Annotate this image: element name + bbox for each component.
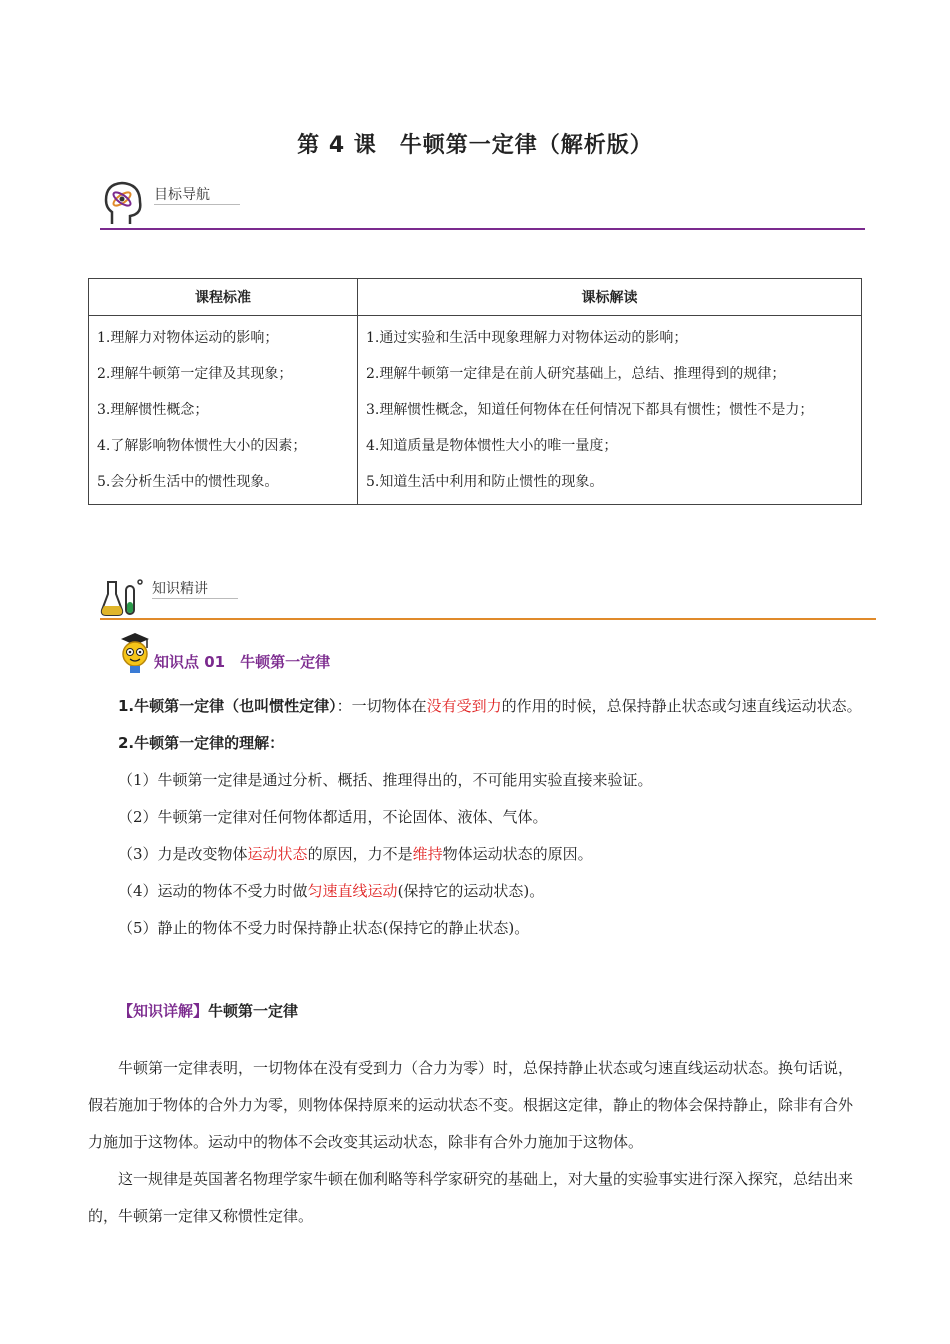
cartoon-scholar-icon <box>118 630 152 674</box>
table-header: 课标解读 <box>358 279 862 316</box>
list-item: 3.理解惯性概念； <box>97 402 209 418</box>
knowledge-point-title: 知识点 01 牛顿第一定律 <box>154 653 331 671</box>
paragraph: 牛顿第一定律表明，一切物体在没有受到力（合力为零）时，总保持静止状态或匀速直线运动状态。换句话说，假若施加于物体的合外力为零，则物体保持原来的运动状态不变。根据这定律，静止的物体会保持静止，除非有合外力施加于这物体。运动中的物体不会改变其运动状态，除非有合外力施加于这物体。 <box>88 1059 854 1151</box>
highlight-text: 维持 <box>412 845 443 863</box>
highlight-text: 没有受到力 <box>426 697 502 715</box>
page-title: 第 4 课 牛顿第一定律（解析版） <box>297 133 653 158</box>
text: 的作用的时候，总保持静止状态或匀速直线运动状态。 <box>501 697 862 715</box>
list-item: 4.知道质量是物体惯性大小的唯一量度； <box>366 438 618 454</box>
list-item: 4.了解影响物体惯性大小的因素； <box>97 438 307 454</box>
bold-text: 1.牛顿第一定律（也叫惯性定律） <box>118 697 337 715</box>
list-item: （2）牛顿第一定律对任何物体都适用，不论固体、液体、气体。 <box>118 808 548 826</box>
list-item: 3.理解惯性概念，知道任何物体在任何情况下都具有惯性；惯性不是力； <box>366 402 814 418</box>
list-item <box>88 836 862 873</box>
section-header-goals <box>100 178 240 228</box>
detail-title <box>118 1000 298 1021</box>
paragraph <box>88 688 862 725</box>
list-item: 5.知道生活中利用和防止惯性的现象。 <box>366 474 604 490</box>
section-label: 知识精讲 <box>152 578 238 599</box>
detail-tag: 【知识详解】 <box>118 1002 209 1020</box>
text: 物体运动状态的原因。 <box>442 845 593 863</box>
paragraph: 这一规律是英国著名物理学家牛顿在伽利略等科学家研究的基础上，对大量的实验事实进行深入探究，总结出来的，牛顿第一定律又称惯性定律。 <box>88 1170 854 1225</box>
highlight-text: 运动状态 <box>247 845 308 863</box>
list-item: 5.会分析生活中的惯性现象。 <box>97 474 279 490</box>
curriculum-table <box>88 278 862 505</box>
head-brain-icon <box>100 178 148 228</box>
section-header-knowledge <box>100 572 238 618</box>
knowledge-point-header <box>118 630 330 674</box>
highlight-text: 匀速直线运动 <box>307 882 398 900</box>
section-divider <box>100 618 876 620</box>
list-item: 2.理解牛顿第一定律是在前人研究基础上，总结、推理得到的规律； <box>366 366 786 382</box>
table-cell-interpretation <box>358 316 862 505</box>
list-item: 1.理解力对物体运动的影响； <box>97 330 279 346</box>
content-block <box>88 688 862 947</box>
text: （4）运动的物体不受力时做 <box>118 882 308 900</box>
list-item <box>88 873 862 910</box>
list-item: 1.通过实验和生活中现象理解力对物体运动的影响； <box>366 330 688 346</box>
text: （3）力是改变物体 <box>118 845 248 863</box>
text: 的原因，力不是 <box>307 845 413 863</box>
list-item: 2.理解牛顿第一定律及其现象； <box>97 366 293 382</box>
table-cell-standards <box>89 316 358 505</box>
list-item: （5）静止的物体不受力时保持静止状态(保持它的静止状态)。 <box>118 919 530 937</box>
section-label: 目标导航 <box>154 184 240 205</box>
paragraph: 2.牛顿第一定律的理解： <box>118 734 285 752</box>
table-header: 课程标准 <box>89 279 358 316</box>
section-divider <box>100 228 865 230</box>
list-item: （1）牛顿第一定律是通过分析、概括、推理得出的，不可能用实验直接来验证。 <box>118 771 653 789</box>
text: ：一切物体在 <box>336 697 427 715</box>
detail-block <box>88 1050 862 1235</box>
detail-heading: 牛顿第一定律 <box>208 1002 299 1020</box>
text: (保持它的运动状态)。 <box>397 882 545 900</box>
lab-flask-icon <box>100 572 146 618</box>
